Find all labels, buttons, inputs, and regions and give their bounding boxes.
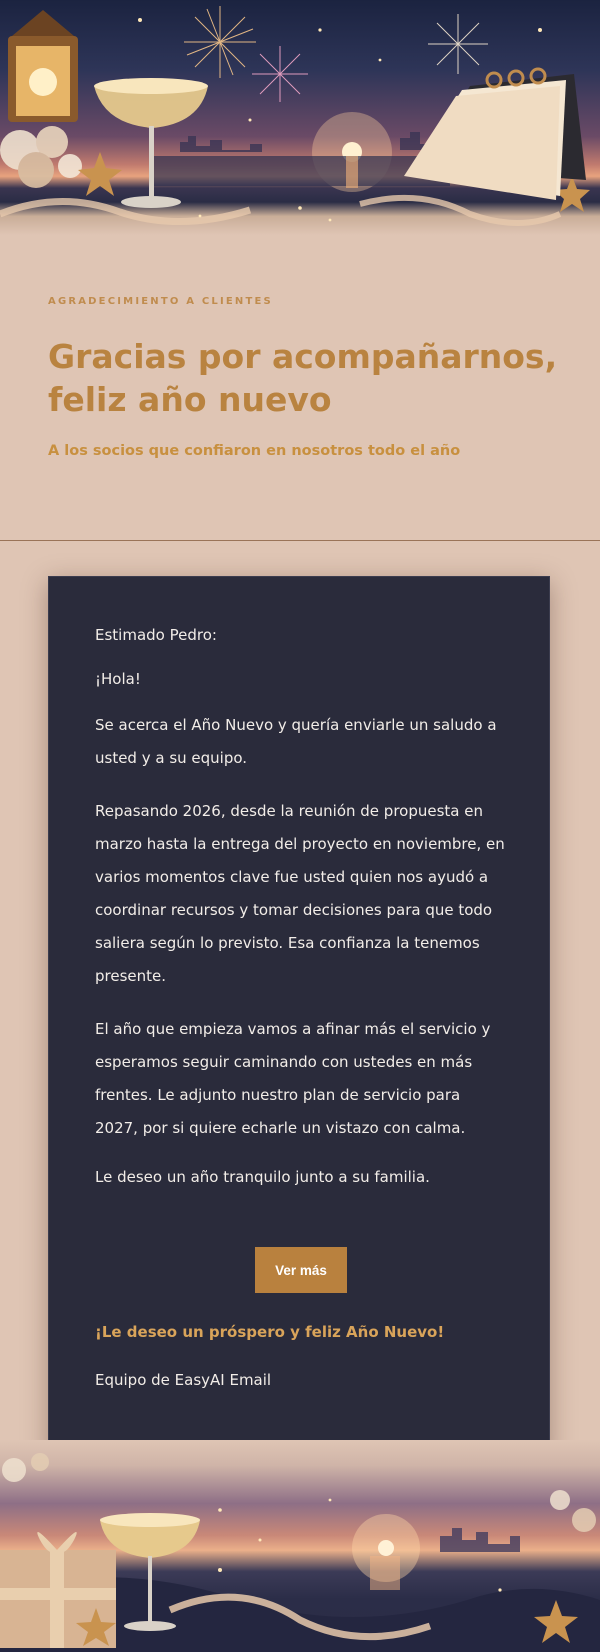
letter-body [95, 625, 505, 1187]
letter-wish: Le deseo un año tranquilo junto a su familia. [95, 1168, 430, 1186]
signature: Equipo de EasyAI Email [95, 1371, 272, 1389]
letter-paragraph: Se acerca el Año Nuevo y quería enviarle un saludo a usted y a su equipo. [95, 716, 497, 767]
letter-hello: ¡Hola! [95, 670, 141, 688]
eyebrow-label: AGRADECIMIENTO A CLIENTES [48, 296, 273, 307]
title-line-1: Gracias por acompañarnos, [48, 337, 558, 376]
page-subtitle: A los socios que confiaron en nosotros todo el año [48, 443, 461, 459]
city-skyline-icon [440, 1528, 520, 1552]
fireworks-icon [184, 6, 488, 102]
letter-paragraph: El año que empieza vamos a afinar más el servicio y esperamos seguir caminando con ustedes en más frentes. Le adjunto nuestro plan de servicio para 2027, por si quiere echarle un vistazo con calma. [95, 1020, 491, 1137]
title-line-2: feliz año nuevo [48, 380, 332, 419]
see-more-button[interactable]: Ver más [255, 1247, 347, 1293]
email-header [48, 296, 558, 459]
hero-illustration [0, 0, 600, 235]
section-divider [0, 540, 600, 541]
page-title [48, 335, 558, 421]
footer-banner-image [0, 1440, 600, 1652]
footer-illustration [0, 1440, 600, 1652]
closing-greeting: ¡Le deseo un próspero y feliz Año Nuevo! [95, 1323, 445, 1341]
letter-paragraph: Repasando 2026, desde la reunión de propuesta en marzo hasta la entrega del proyecto en noviembre, en varios momentos clave fue usted quien nos ayudó a coordinar recursos y tomar decisiones para que todo saliera según lo previsto. Esa confianza la tenemos presente. [95, 802, 505, 985]
letter-greeting: Estimado Pedro: [95, 626, 217, 644]
letter-card [48, 576, 550, 1457]
hero-banner-image [0, 0, 600, 235]
lantern-icon [8, 10, 78, 122]
